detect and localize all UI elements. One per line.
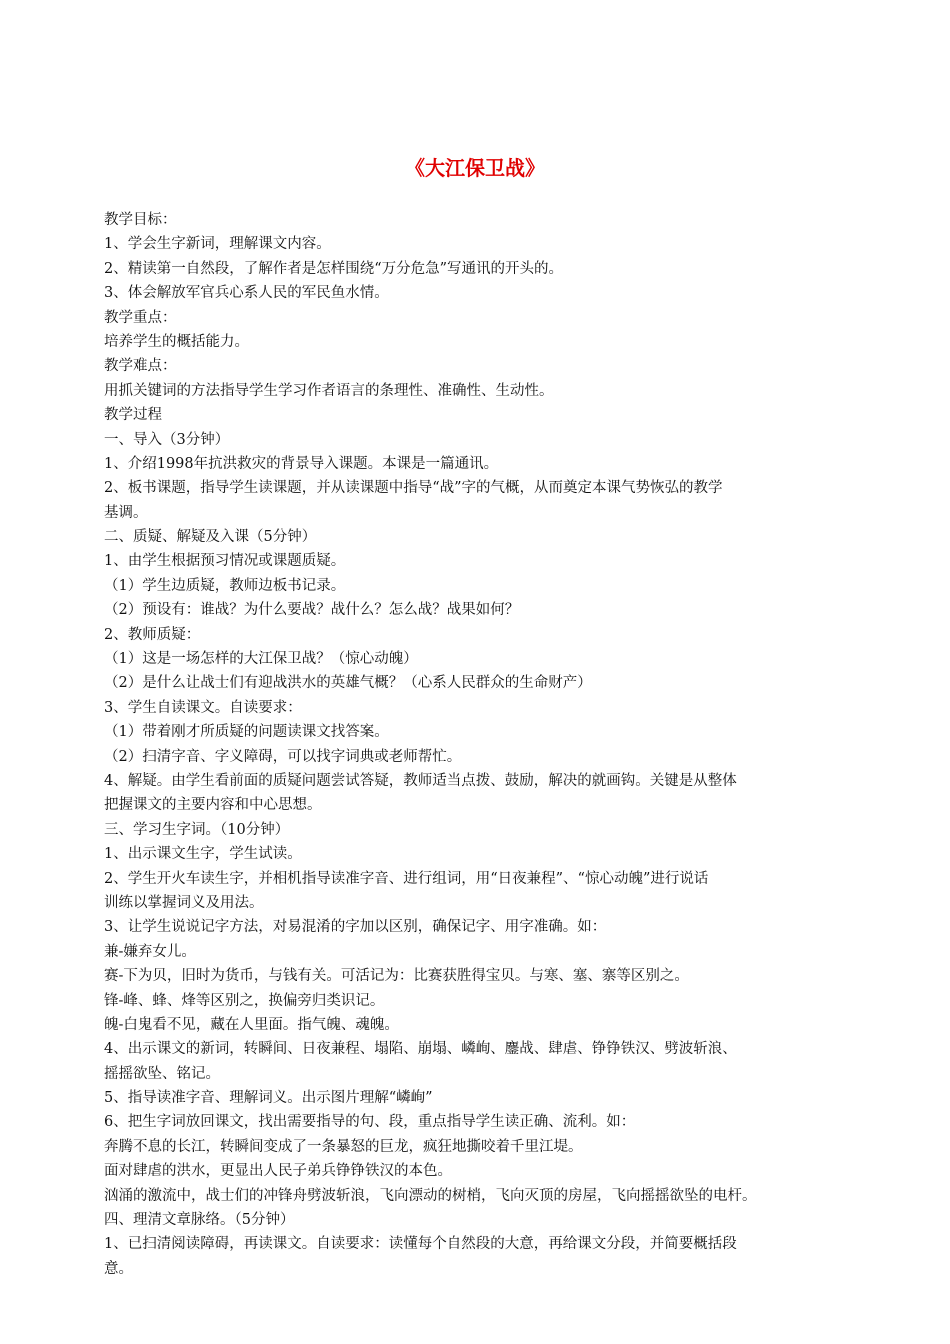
text-line: 5、指导读准字音、理解词义。出示图片理解“嶙峋” bbox=[104, 1090, 433, 1107]
text-line: （1）带着刚才所质疑的问题读课文找答案。 bbox=[104, 724, 389, 741]
text-line: 教学过程 bbox=[104, 407, 162, 424]
text-line: 6、把生字词放回课文，找出需要指导的句、段，重点指导学生读正确、流利。如： bbox=[104, 1114, 636, 1131]
text-line: 1、出示课文生字，学生试读。 bbox=[104, 846, 302, 863]
text-line: 锋-峰、蜂、烽等区别之，换偏旁归类识记。 bbox=[104, 992, 385, 1009]
text-line: 基调。 bbox=[104, 504, 148, 521]
text-line: 3、体会解放军官兵心系人民的军民鱼水情。 bbox=[104, 285, 389, 302]
text-line: 二、质疑、解疑及入课（5分钟） bbox=[104, 529, 317, 546]
text-line: 汹涌的激流中，战士们的冲锋舟劈波斩浪，飞向漂动的树梢，飞向灭顶的房屋，飞向摇摇欲坠的电杆。 bbox=[104, 1187, 757, 1204]
text-line: （2）扫清字音、字义障碍，可以找字词典或老师帮忙。 bbox=[104, 748, 462, 765]
text-line: 训练以掌握词义及用法。 bbox=[104, 894, 264, 911]
text-line: （2）预设有：谁战？为什么要战？战什么？怎么战？战果如何？ bbox=[104, 602, 520, 619]
text-line: 培养学生的概括能力。 bbox=[104, 333, 249, 350]
text-line: 2、板书课题，指导学生读课题，并从读课题中指导“战”字的气概，从而奠定本课气势恢弘的教学 bbox=[104, 480, 723, 497]
text-line: 2、学生开火车读生字，并相机指导读准字音、进行组词，用“日夜兼程”、“惊心动魄”进行说话 bbox=[104, 870, 709, 887]
text-line: 2、教师质疑： bbox=[104, 626, 201, 643]
text-line: （1）学生边质疑，教师边板书记录。 bbox=[104, 577, 346, 594]
document-body bbox=[104, 208, 854, 1281]
text-line: 赛-下为贝，旧时为货币，与钱有关。可活记为：比赛获胜得宝贝。与寒、塞、寨等区别之。 bbox=[104, 968, 689, 985]
text-line: 教学难点： bbox=[104, 358, 177, 375]
text-line: 1、学会生字新词，理解课文内容。 bbox=[104, 236, 331, 253]
text-line: 教学重点： bbox=[104, 309, 177, 326]
text-line: 意。 bbox=[104, 1260, 133, 1277]
text-line: 三、学习生字词。（10分钟） bbox=[104, 821, 290, 838]
text-line: （2）是什么让战士们有迎战洪水的英雄气概？（心系人民群众的生命财产） bbox=[104, 675, 592, 692]
document-title: 《大江保卫战》 bbox=[405, 156, 545, 180]
text-line: 用抓关键词的方法指导学生学习作者语言的条理性、准确性、生动性。 bbox=[104, 382, 554, 399]
text-line: 1、已扫清阅读障碍，再读课文。自读要求：读懂每个自然段的大意，再给课文分段，并简要概括段 bbox=[104, 1236, 737, 1253]
text-line: 把握课文的主要内容和中心思想。 bbox=[104, 797, 322, 814]
text-line: 2、精读第一自然段，了解作者是怎样围绕“万分危急”写通讯的开头的。 bbox=[104, 260, 564, 277]
text-line: 四、理清文章脉络。（5分钟） bbox=[104, 1212, 295, 1229]
text-line: 奔腾不息的长江，转瞬间变成了一条暴怒的巨龙，疯狂地撕咬着千里江堤。 bbox=[104, 1138, 583, 1155]
text-line: 1、介绍1998年抗洪救灾的背景导入课题。本课是一篇通讯。 bbox=[104, 455, 499, 472]
text-line: （1）这是一场怎样的大江保卫战？（惊心动魄） bbox=[104, 651, 418, 668]
text-line: 摇摇欲坠、铭记。 bbox=[104, 1065, 220, 1082]
text-line: 1、由学生根据预习情况或课题质疑。 bbox=[104, 553, 346, 570]
text-line: 3、学生自读课文。自读要求： bbox=[104, 699, 302, 716]
text-line: 魄-白鬼看不见，藏在人里面。指气魄、魂魄。 bbox=[104, 1016, 399, 1033]
text-line: 兼-嫌弃女儿。 bbox=[104, 943, 196, 960]
text-line: 4、解疑。由学生看前面的质疑问题尝试答疑，教师适当点拨、鼓励，解决的就画钩。关键是从整体 bbox=[104, 772, 737, 789]
text-line: 面对肆虐的洪水，更显出人民子弟兵铮铮铁汉的本色。 bbox=[104, 1163, 452, 1180]
text-line: 4、出示课文的新词，转瞬间、日夜兼程、塌陷、崩塌、嶙峋、鏖战、肆虐、铮铮铁汉、劈波斩浪、 bbox=[104, 1041, 737, 1058]
text-line: 3、让学生说说记字方法，对易混淆的字加以区别，确保记字、用字准确。如： bbox=[104, 919, 607, 936]
text-line: 教学目标： bbox=[104, 212, 177, 228]
text-line: 一、导入（3分钟） bbox=[104, 431, 230, 448]
